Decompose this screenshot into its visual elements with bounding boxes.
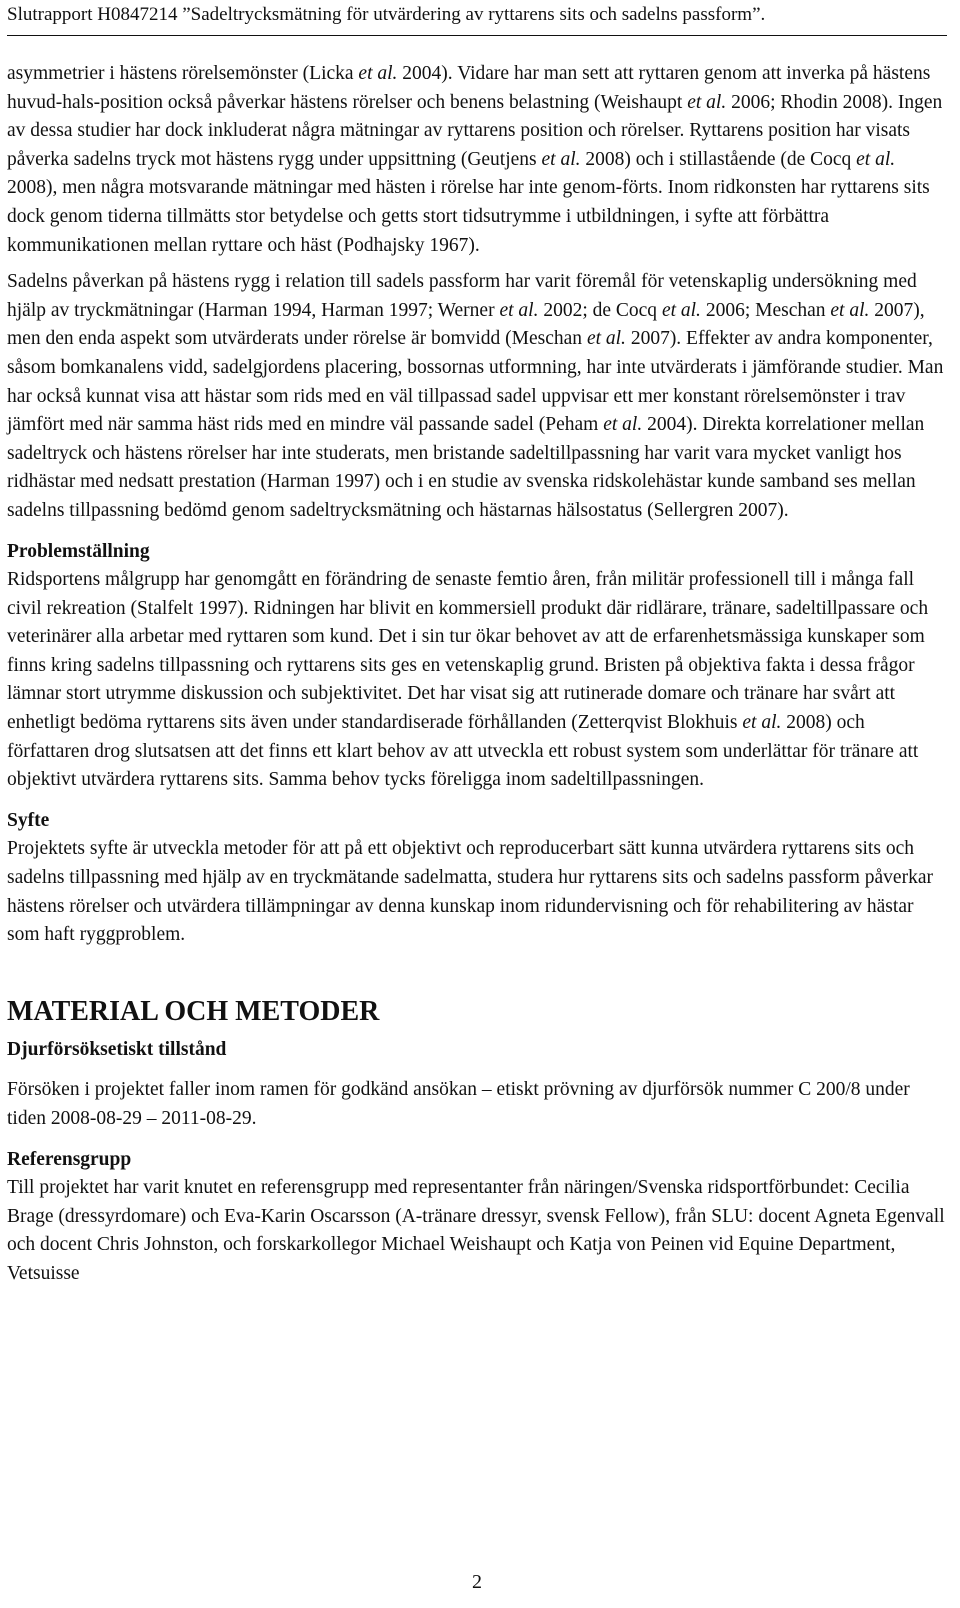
- section-heading-material-och-metoder: MATERIAL OCH METODER: [7, 995, 380, 1027]
- document-body: [7, 60, 947, 1289]
- text-run: 2007). Effekter av andra komponenter, såsom bomkanalens vidd, sadelgjordens placering, bossornas utformning, har inte utvärderats i jämförande studier. Man har också kunnat visa att hästar som rids med en väl tillpassad sadel uppvisar ett mer konstant rörelsemönster i trav jämfört med när samma häst rids med en mindre väl passande sadel (Peham: [7, 328, 944, 436]
- text-run: 2008) och i stillastående (de Cocq: [580, 148, 857, 170]
- text-run-italic: et al.: [661, 299, 701, 321]
- text-run: 2004). Direkta korrelationer mellan sadeltryck och hästens rörelser har inte studerats, men bristande sadeltillpassning har varit vara mycket vanligt hos ridhästar med nedsatt prestation (Harman 1997) och i en studie av svenska ridskolehästar kunde samband ses mellan sadelns tillpassning bedömd genom sadeltrycksmätning och hästarnas hälsostatus (Sellergren 2007).: [7, 414, 925, 521]
- paragraph-referensgrupp: Till projektet har varit knutet en referensgrupp med representanter från näringen/Svenska ridsportförbundet: Cecilia Brage (dressyrdomare) och Eva-Karin Oscarsson (A-tränare dressyr, svensk Fellow), från SLU: docent Agneta Egenvall och docent Chris Johnston, och forskarkollegor Michael Weishaupt och Katja von Peinen vid Equine Department, Vetsuisse: [7, 1177, 945, 1284]
- heading-syfte: Syfte: [7, 809, 50, 831]
- text-run: 2007), men den enda aspekt som utvärderats under rörelse är bomvidd (Meschan: [7, 299, 925, 350]
- text-run-italic: et al.: [603, 414, 643, 436]
- text-run: asymmetrier i hästens rörelsemönster (Licka: [7, 63, 359, 84]
- text-run: Sadelns påverkan på hästens rygg i relation till sadels passform har varit föremål för vetenskaplig undersökning med hjälp av tryckmätningar (Harman 1994, Harman 1997; Werner: [7, 271, 917, 321]
- paragraph-syfte: Projektets syfte är utveckla metoder för att på ett objektivt och reproducerbart sätt kunna utvärdera ryttarens sits och sadelns tillpassning med hjälp av en tryckmätande sadelmatta, studera hur ryttarens sits och sadelns passform påverkar hästens rörelser och utvärdera tillämpningar av denna kunskap inom ridundervisning och för rehabilitering av hästar som haft ryggproblem.: [7, 838, 933, 946]
- text-run: 2006; Meschan: [700, 299, 831, 321]
- text-run-italic: et al.: [541, 148, 581, 170]
- text-run-italic: et al.: [742, 712, 782, 734]
- text-run: 2004). Vidare har man sett att ryttaren genom att inverka på hästens huvud-hals-position också påverkar hästens rörelser och benens belastning (Weishaupt: [7, 63, 931, 113]
- page-number: 2: [472, 1571, 482, 1593]
- text-run: 2006; Rhodin 2008). Ingen av dessa studier har dock inkluderat några mätningar av ryttarens position och rörelser. Ryttarens position har visats påverka sadelns tryck mot hästens rygg under uppsittning (Geutjens: [7, 91, 943, 170]
- header-rule: [7, 35, 947, 36]
- text-run-italic: et al.: [856, 148, 896, 170]
- text-run-italic: et al.: [830, 299, 870, 321]
- text-run: Ridsportens målgrupp har genomgått en förändring de senaste femtio åren, från militär professionell till i många fall civil rekreation (Stalfelt 1997). Ridningen har blivit en kommersiell produkt där ridlärare, tränare, sadeltillpassare och veterinärer alla arbetar med ryttaren som kund. Det i sin tur ökar behovet av att de erfarenhetsmässiga kunskaper som finns kring sadelns tillpassning och ryttarens sits ges en vetenskaplig grund. Bristen på objektiva fakta i dessa frågor lämnar stort utrymme diskussion och subjektivitet. Det har visat sig att rutinerade domare och tränare har svårt att enhetligt bedöma ryttarens sits även under standardiserade förhållanden (Zetterqvist Blokhuis: [7, 569, 929, 734]
- paragraph-saddle-fit: [7, 268, 947, 525]
- text-run-italic: et al.: [586, 328, 626, 350]
- text-run: 2008) och författaren drog slutsatsen att det finns ett klart behov av att utveckla ett robust system som underlättar för tränare att objektivt utvärdera ryttarens sits. Samma behov tycks föreligga inom sadeltillpassningen.: [7, 712, 919, 791]
- paragraph-problemstallning: [7, 566, 947, 795]
- paragraph-rider-influence: [7, 60, 947, 260]
- document-page: [7, 0, 947, 1608]
- paragraph-djurforsok: Försöken i projektet faller inom ramen för godkänd ansökan – etiskt prövning av djurförsök nummer C 200/8 under tiden 2008-08-29 – 2011-08-29.: [7, 1079, 910, 1129]
- text-run-italic: et al.: [687, 91, 727, 113]
- heading-referensgrupp: Referensgrupp: [7, 1148, 132, 1170]
- text-run-italic: et al.: [499, 299, 539, 321]
- text-run: 2008), men några motsvarande mätningar med hästen i rörelse har inte genom-förts. Inom ridkonsten har ryttarens sits dock genom tiderna tillmätts stor betydelse och getts stort tidsutrymme i utbildningen, i syfte att förbättra kommunikationen mellan ryttare och häst (Podhajsky 1967).: [7, 177, 930, 256]
- heading-problemstallning: Problemställning: [7, 540, 150, 562]
- text-run: 2002; de Cocq: [538, 299, 662, 321]
- heading-djurforsoksetiskt-tillstand: Djurförsöksetiskt tillstånd: [7, 1038, 227, 1060]
- text-run-italic: et al.: [358, 63, 398, 84]
- running-header: Slutrapport H0847214 ”Sadeltrycksmätning för utvärdering av ryttarens sits och sadelns passform”.: [7, 4, 766, 25]
